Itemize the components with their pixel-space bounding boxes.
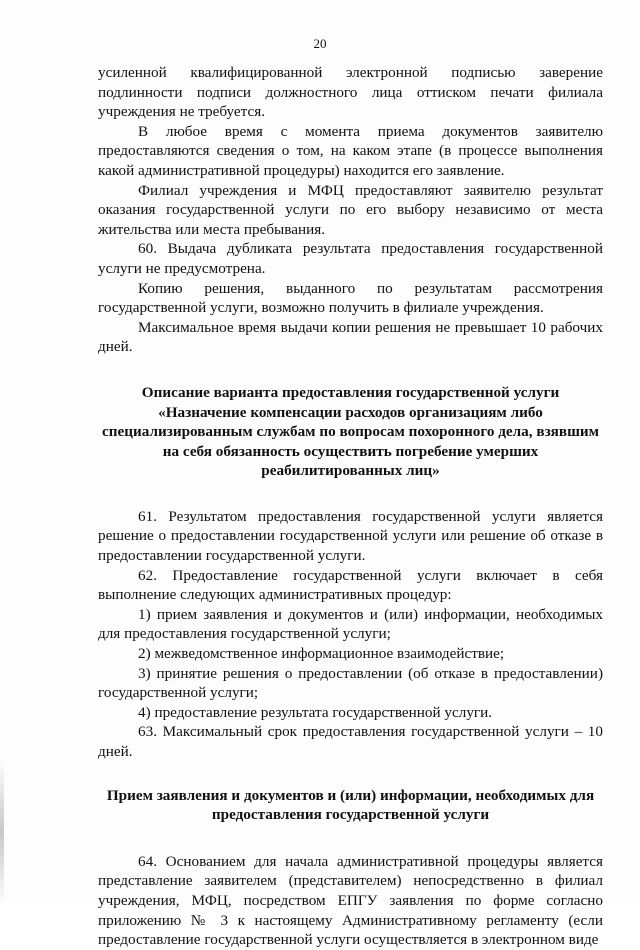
scan-edge-shadow bbox=[0, 760, 4, 905]
list-item-3: 3) принятие решения о предоставлении (об отказе в предоставлении) государственной услуги; bbox=[98, 664, 603, 702]
paragraph-61: 61. Результатом предоставления государственной услуги является решение о предоставлении государственной услуги или решение об отказе в предоставлении государственной услуги. bbox=[98, 507, 603, 565]
paragraph-signature-note: усиленной квалифицированной электронной подписью заверение подлинности подписи должностного лица оттиском печати филиала учреждения не требуется. bbox=[98, 64, 603, 121]
list-item-2: 2) межведомственное информационное взаимодействие; bbox=[138, 645, 505, 663]
list-item-1: 1) прием заявления и документов и (или) информации, необходимых для предоставления государственной услуги; bbox=[98, 605, 603, 643]
paragraph-60: 60. Выдача дубликата результата предоставления государственной услуги не предусмотрена. bbox=[98, 240, 603, 277]
paragraph-62: 62. Предоставление государственной услуги включает в себя выполнение следующих административных процедур: bbox=[98, 566, 603, 604]
section-heading-variant: Описание варианта предоставления государственной услуги «Назначение компенсации расходов организациям либо специализированным службам по вопросам похоронного дела, взявшим на себя обязанность осуществить погребение умерших реабилитированных лиц» bbox=[101, 383, 600, 480]
list-item-4: 4) предоставление результата государственной услуги. bbox=[138, 703, 493, 721]
paragraph-result-delivery: Филиал учреждения и МФЦ предоставляют заявителю результат оказания государственной услуги по его выбору независимо от места жительства или места пребывания. bbox=[98, 181, 603, 238]
document-body bbox=[98, 63, 603, 950]
paragraph-copy-decision: Копию решения, выданного по результатам рассмотрения государственной услуги, возможно получить в филиале учреждения. bbox=[98, 279, 603, 317]
section-heading-application: Прием заявления и документов и (или) информации, необходимых для предоставления государственной услуги bbox=[106, 786, 595, 824]
page-number: 20 bbox=[313, 36, 327, 51]
paragraph-status-info: В любое время с момента приема документов заявителю предоставляются сведения о том, на каком этапе (в процессе выполнения какой административной процедуры) находится его заявление. bbox=[98, 122, 603, 179]
paragraph-copy-time: Максимальное время выдачи копии решения не превышает 10 рабочих дней. bbox=[98, 318, 603, 356]
paragraph-64: 64. Основанием для начала административной процедуры является представление заявителем (представителем) непосредственно в филиал учреждения, МФЦ, посредством ЕПГУ заявления по форме согласно приложению № 3 к настоящему Административному регламенту (если предоставление государственной услуги осуществляется в электронном виде bbox=[98, 852, 603, 949]
paragraph-63: 63. Максимальный срок предоставления государственной услуги – 10 дней. bbox=[98, 723, 603, 760]
